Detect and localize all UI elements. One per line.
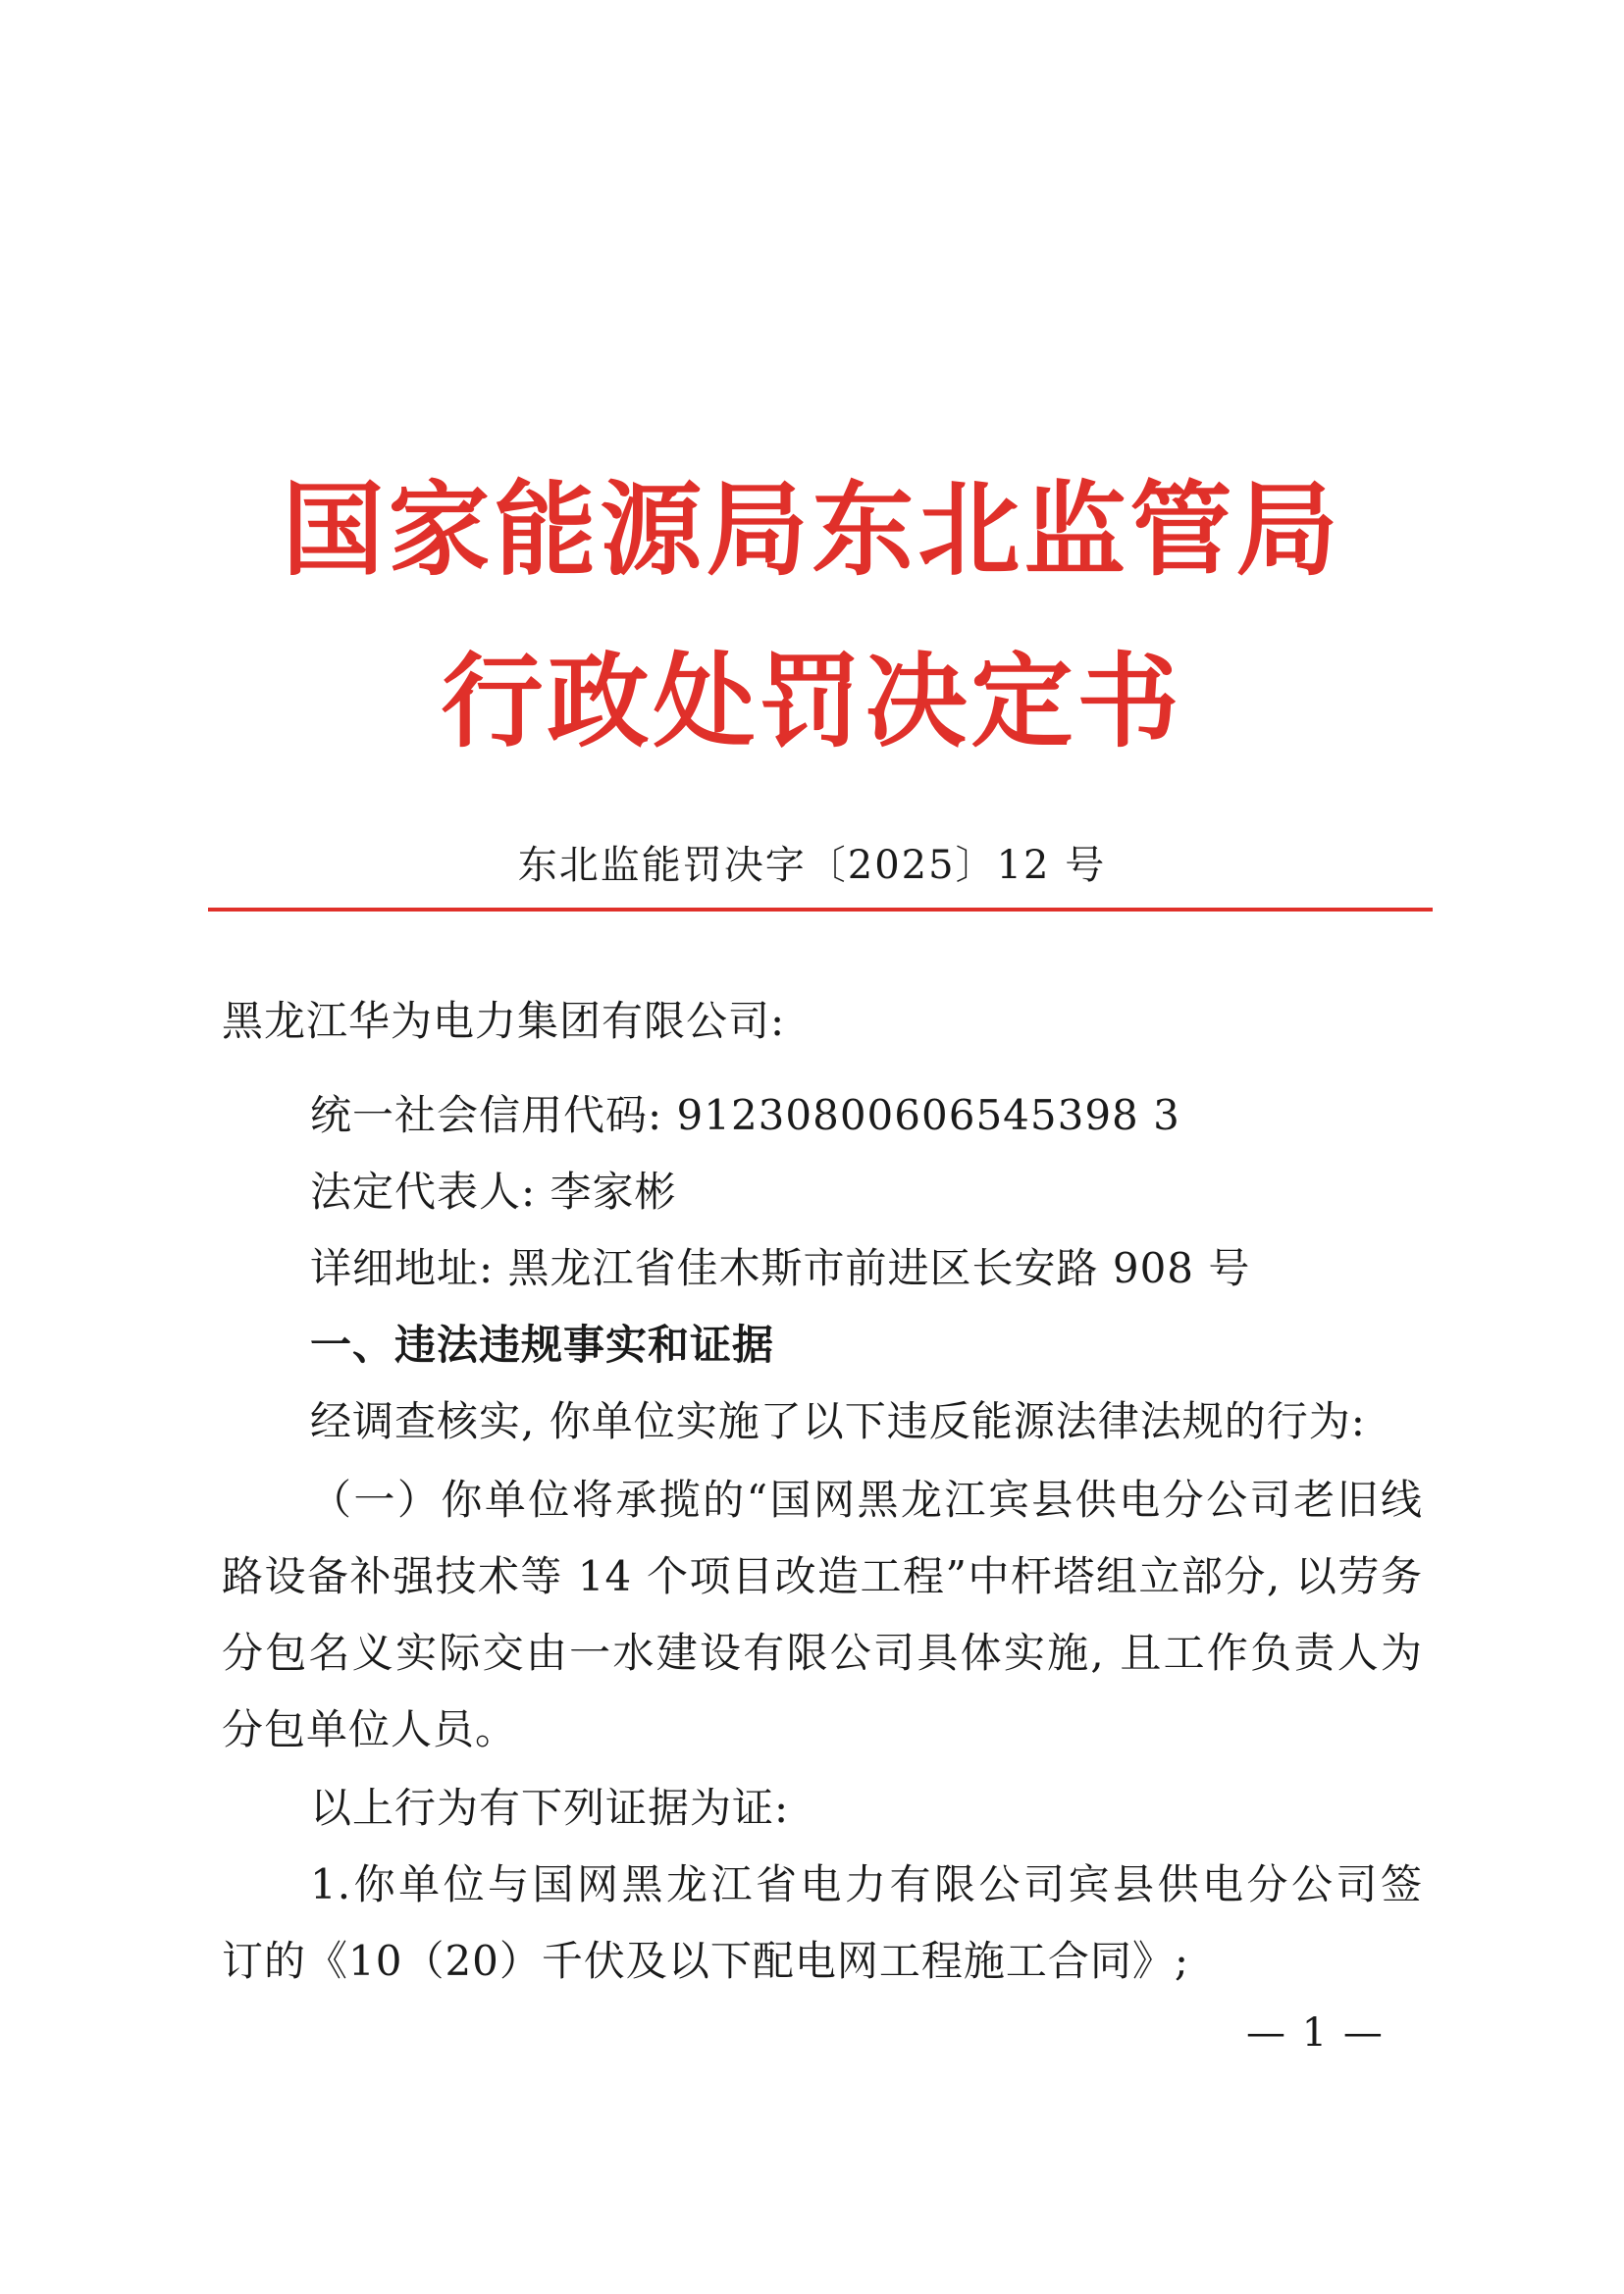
detailed-address: 详细地址: 黑龙江省佳木斯市前进区长安路 908 号 bbox=[310, 1244, 1251, 1292]
violation-item-1-line-2: 路设备补强技术等 14 个项目改造工程”中杆塔组立部分, 以劳务 bbox=[222, 1552, 1423, 1600]
evidence-intro: 以上行为有下列证据为证: bbox=[310, 1784, 790, 1832]
violation-item-1-line-4: 分包单位人员。 bbox=[222, 1705, 518, 1753]
red-divider-line bbox=[208, 908, 1433, 912]
facts-intro: 经调查核实, 你单位实施了以下违反能源法律法规的行为: bbox=[310, 1397, 1366, 1445]
violation-item-1-line-3: 分包名义实际交由一水建设有限公司具体实施, 且工作负责人为 bbox=[222, 1629, 1423, 1677]
issuer-title: 国家能源局东北监管局 bbox=[282, 470, 1342, 590]
legal-representative: 法定代表人: 李家彬 bbox=[310, 1168, 677, 1216]
evidence-1-line-1: 1.你单位与国网黑龙江省电力有限公司宾县供电分公司签 bbox=[310, 1860, 1423, 1908]
document-title: 行政处罚决定书 bbox=[441, 642, 1183, 761]
violation-item-1-line-1: （一）你单位将承揽的“国网黑龙江宾县供电分公司老旧线 bbox=[310, 1476, 1423, 1524]
section-heading-facts: 一、违法违规事实和证据 bbox=[310, 1321, 775, 1369]
evidence-1-line-2: 订的《10（20）千伏及以下配电网工程施工合同》; bbox=[222, 1937, 1190, 1985]
credit-code: 统一社会信用代码: 91230800606545398 3 bbox=[310, 1091, 1180, 1139]
page-number: — 1 — bbox=[1246, 2010, 1385, 2056]
recipient-name: 黑龙江华为电力集团有限公司: bbox=[222, 997, 786, 1045]
document-number: 东北监能罚决字〔2025〕12 号 bbox=[517, 843, 1107, 888]
